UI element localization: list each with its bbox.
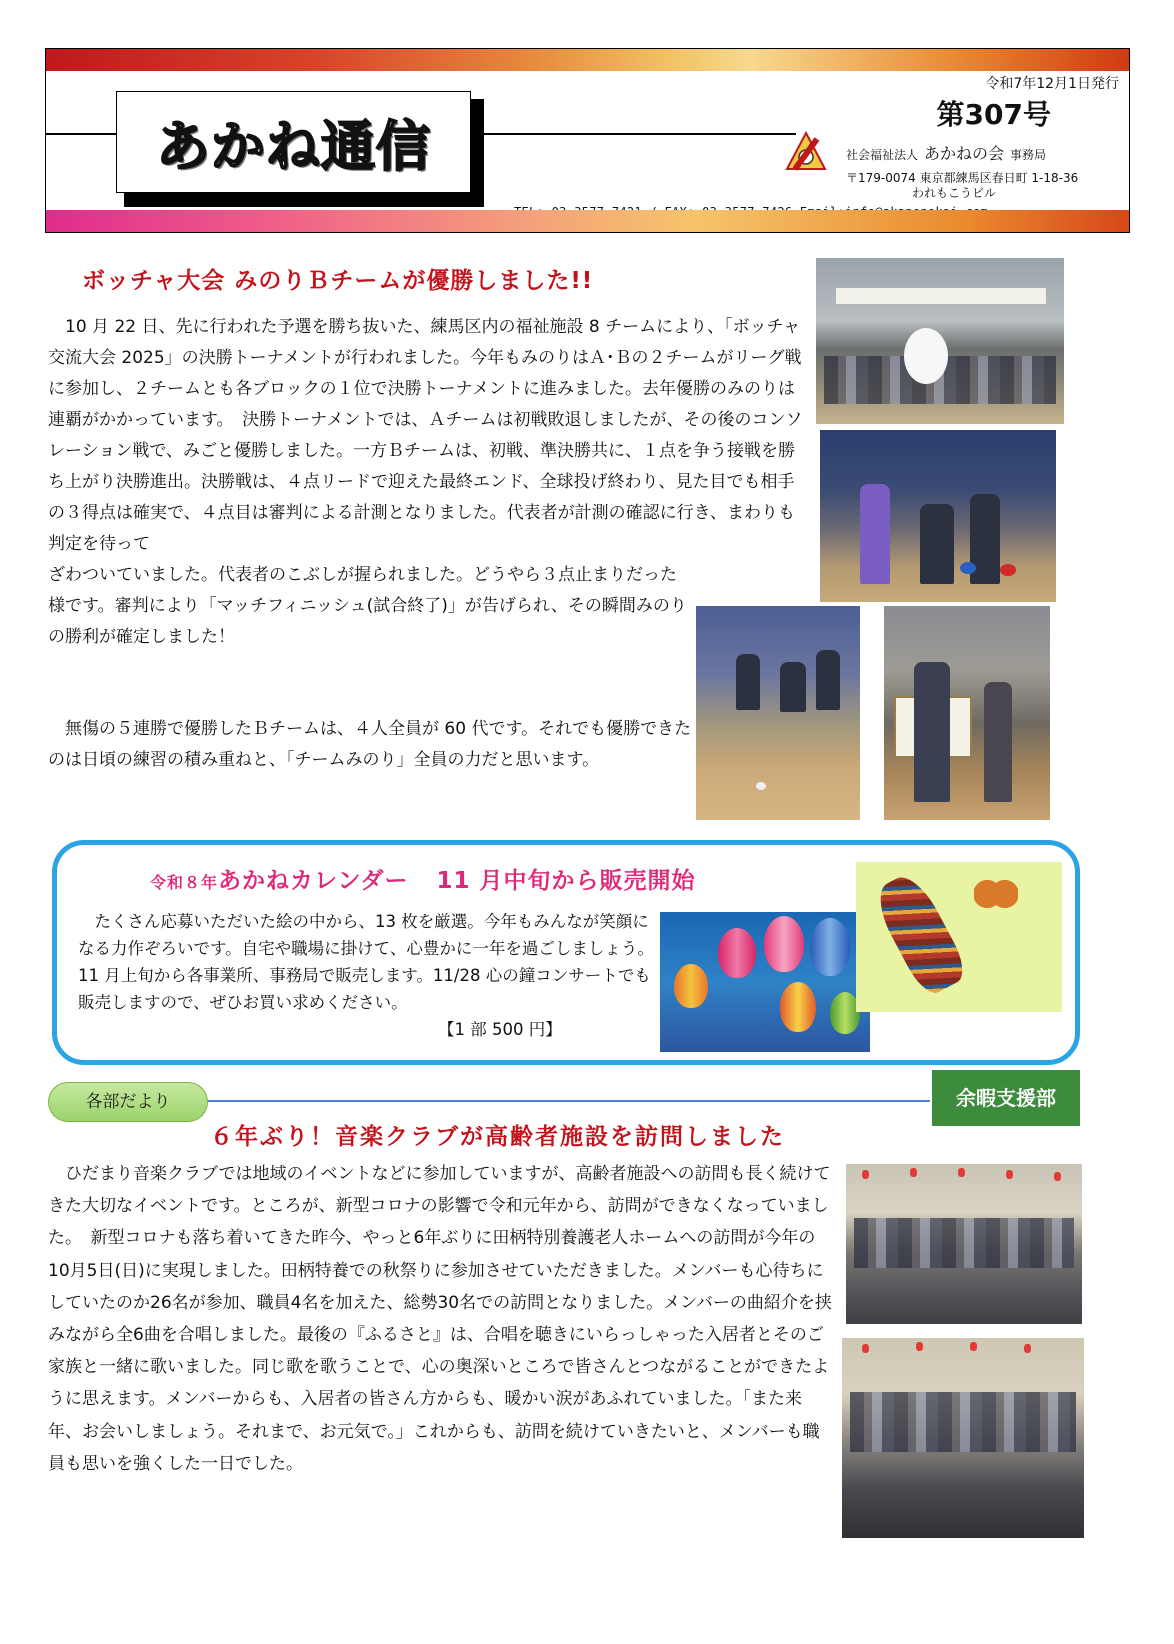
photo-banner bbox=[836, 288, 1046, 304]
photo-boccia-award bbox=[884, 606, 1050, 820]
akane-logo bbox=[783, 129, 829, 171]
music-body: ひだまり音楽クラブでは地域のイベントなどに参加していますが、高齢者施設への訪問も長く続けてきた大切なイベントです。ところが、新型コロナの影響で令和元年から、訪問ができなくなっていました。 新型コロナも落ち着いてきた昨今、やっと6年ぶりに田柄特別養護老人ホームへの訪問が今年の10月5日(日)に実現しました。田柄特養での秋祭りに参加させていただきました。メンバーも心待ちにしていたのか26名が参加、職員4名を加えた、総勢30名での訪問となりました。メンバーの曲紹介を挟みながら全6曲を合唱しました。最後の『ふるさと』は、合唱を聴きにいらっしゃった入居者とそのご家族と一緒に歌いました。同じ歌を歌うことで、心の奥深いところで皆さんとつながることができたように思えます。メンバーからも、入居者の皆さん方からも、暖かい涙があふれていました。「また来年、お会いしましょう。それまで、お元気で。」これからも、訪問を続けていきたいと、メンバーも職員も思いを強くした一日でした。 bbox=[48, 1164, 832, 1474]
boccia-ball bbox=[1000, 564, 1016, 576]
boccia-paragraph-3: 無傷の５連勝で優勝したＢチームは、４人全員が 60 代です。それでも優勝できたのは日頃の練習の積み重ねと、「チームみのり」全員の力だと思います。 bbox=[48, 719, 692, 770]
photo-person bbox=[984, 682, 1012, 802]
boccia-ball bbox=[960, 562, 976, 574]
calendar-art-balloons bbox=[660, 912, 870, 1052]
masthead-rule-right bbox=[466, 133, 796, 135]
lantern bbox=[910, 1168, 917, 1177]
calendar-price: 【1 部 500 円】 bbox=[438, 1020, 562, 1039]
lantern bbox=[1024, 1344, 1031, 1353]
photo-singers bbox=[854, 1218, 1074, 1268]
organization bbox=[846, 141, 1046, 164]
title-box bbox=[116, 91, 471, 193]
lantern bbox=[862, 1170, 869, 1179]
photo-person bbox=[816, 650, 840, 710]
balloon bbox=[764, 916, 804, 972]
hagoita-paddle bbox=[869, 869, 971, 999]
address-line-1: 〒179-0074 東京都練馬区春日町 1-18-36 bbox=[846, 171, 1079, 185]
balloon bbox=[718, 928, 756, 978]
photo-boccia-throw bbox=[696, 606, 860, 820]
lantern bbox=[862, 1344, 869, 1353]
photo-person bbox=[860, 484, 890, 584]
boccia-paragraph-1: 10 月 22 日、先に行われた予選を勝ち抜いた、練馬区内の福祉施設 8 チームにより、「ボッチャ交流大会 2025」の決勝トーナメントが行われました。今年もみのりはＡ･Ｂの２チームがリーグ戦に参加し、２チームとも各ブロックの１位で決勝トーナメントに進みました。去年優勝のみのりは連覇がかかっています。 決勝トーナメントでは、Ａチームは初戦敗退しましたが、その後のコンソレーション戦で、みごと優勝しました。一方Ｂチームは、初戦、準決勝共に、１点を争う接戦を勝ち上がり決勝進出。決勝戦は、４点リードで迎えた最終エンド、全球投げ終わり、見た目でも相手の３得点は確実で、４点目は審判による計測となりました。代表者が計測の確認に行き、まわりも判定を待って bbox=[48, 317, 803, 554]
photo-music-visit-1 bbox=[846, 1164, 1082, 1324]
lantern bbox=[1054, 1172, 1061, 1181]
masthead-top-bar bbox=[46, 49, 1129, 71]
issue-number: 第307号 bbox=[936, 98, 1051, 131]
calendar-body: たくさん応募いただいた絵の中から、13 枚を厳選。今年もみんなが笑顔になる力作ぞろいです。自宅や職場に掛けて、心豊かに一年を過ごしましょう。11 月上旬から各事業所、事務局で販売します。11/28 心の鐘コンサートでも販売しますので、ぜひお買い求めください。 bbox=[78, 912, 654, 1012]
address-line-2: われもこうビル bbox=[912, 186, 997, 200]
masthead-rule-left bbox=[46, 133, 116, 135]
calendar-art-paddle bbox=[856, 862, 1062, 1012]
issue-date: 令和7年12月1日発行 bbox=[985, 76, 1119, 92]
lantern bbox=[916, 1342, 923, 1351]
mascot bbox=[904, 328, 948, 384]
masthead bbox=[45, 48, 1130, 233]
music-heading: ６年ぶり！音楽クラブが高齢者施設を訪問しました bbox=[210, 1124, 785, 1150]
calendar-title-main: あかねカレンダー bbox=[218, 868, 409, 894]
org-office: 事務局 bbox=[1010, 148, 1047, 162]
lantern bbox=[958, 1168, 965, 1177]
org-type: 社会福祉法人 bbox=[846, 148, 919, 162]
lantern bbox=[970, 1342, 977, 1351]
photo-music-visit-2 bbox=[842, 1338, 1084, 1538]
org-name: あかねの会 bbox=[924, 144, 1005, 163]
balloon bbox=[810, 918, 850, 976]
photo-singers bbox=[850, 1392, 1076, 1452]
calendar-title-tail: 11 月中旬から販売開始 bbox=[436, 868, 696, 894]
calendar-title-year: 令和８年 bbox=[150, 873, 219, 892]
butterfly bbox=[974, 878, 1018, 910]
calendar-title bbox=[150, 862, 696, 895]
photo-person bbox=[780, 662, 806, 712]
balloon bbox=[780, 982, 816, 1032]
balloon bbox=[674, 964, 708, 1008]
photo-boccia-group bbox=[816, 258, 1064, 424]
jack-ball bbox=[756, 782, 766, 790]
newsletter-title: あかね通信 bbox=[156, 114, 431, 178]
photo-person bbox=[736, 654, 760, 710]
section-tag: 各部だより bbox=[48, 1082, 208, 1122]
photo-person bbox=[920, 504, 954, 584]
masthead-bottom-bar bbox=[46, 210, 1129, 232]
photo-person bbox=[914, 662, 950, 802]
photo-boccia-match bbox=[820, 430, 1056, 602]
lantern bbox=[1006, 1170, 1013, 1179]
boccia-paragraph-2: ざわついていました。代表者のこぶしが握られました。どうやら３点止まりだった様です。審判により「マッチフィニッシュ(試合終了)」が告げられ、その瞬間みのりの勝利が確定しました！ bbox=[48, 565, 687, 647]
department-label: 余暇支援部 bbox=[932, 1070, 1080, 1126]
dept-rule bbox=[180, 1100, 930, 1102]
boccia-heading: ボッチャ大会 みのりＢチームが優勝しました!! bbox=[82, 268, 594, 294]
